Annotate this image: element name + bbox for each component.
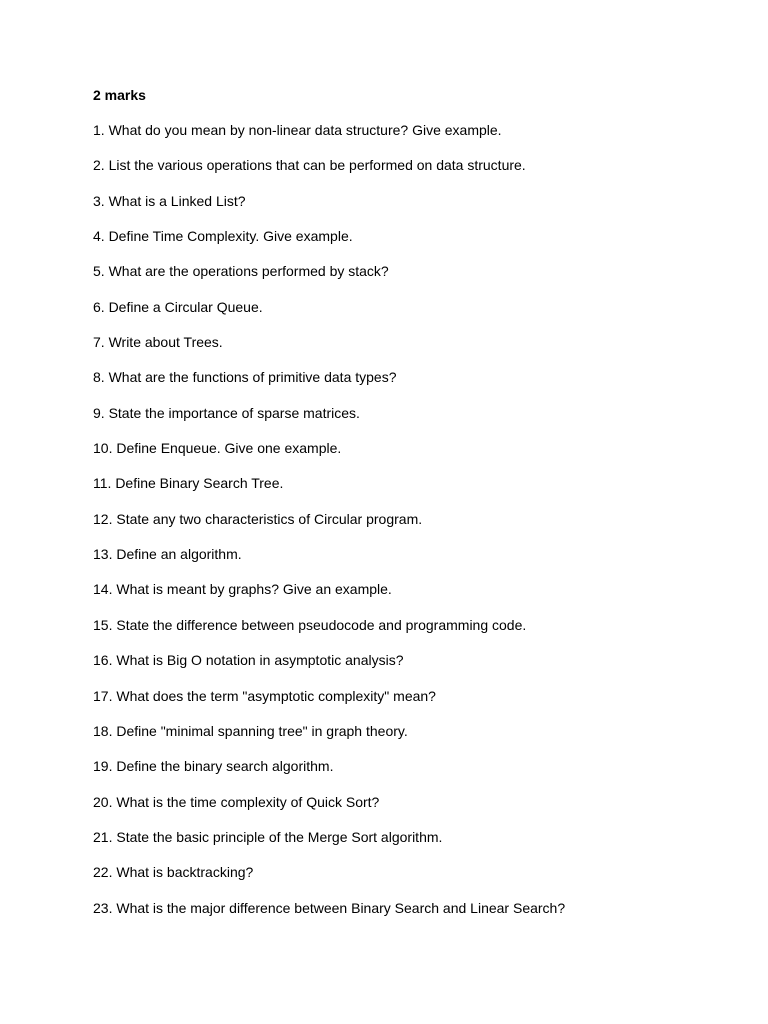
question-item: 9. State the importance of sparse matrices.: [93, 404, 360, 421]
question-item: 11. Define Binary Search Tree.: [93, 475, 284, 492]
question-item: 10. Define Enqueue. Give one example.: [93, 440, 342, 457]
question-item: 22. What is backtracking?: [93, 864, 254, 881]
question-item: 19. Define the binary search algorithm.: [93, 758, 334, 775]
question-item: 1. What do you mean by non-linear data structure? Give example.: [93, 122, 502, 138]
question-item: 17. What does the term "asymptotic complexity" mean?: [93, 687, 436, 704]
question-item: 5. What are the operations performed by stack?: [93, 263, 389, 280]
question-item: 8. What are the functions of primitive data types?: [93, 369, 397, 386]
question-item: 7. Write about Trees.: [93, 334, 223, 351]
question-item: 4. Define Time Complexity. Give example.: [93, 228, 353, 245]
question-item: 3. What is a Linked List?: [93, 192, 246, 209]
question-item: 18. Define "minimal spanning tree" in graph theory.: [93, 722, 408, 739]
question-item: 23. What is the major difference between Binary Search and Linear Search?: [93, 899, 566, 916]
question-list: [93, 122, 565, 935]
question-item: 13. Define an algorithm.: [93, 546, 242, 563]
question-item: 12. State any two characteristics of Circular program.: [93, 510, 423, 527]
question-item: 14. What is meant by graphs? Give an example.: [93, 581, 392, 598]
question-item: 2. List the various operations that can be performed on data structure.: [93, 157, 526, 174]
question-item: 16. What is Big O notation in asymptotic analysis?: [93, 652, 404, 669]
question-item: 21. State the basic principle of the Merge Sort algorithm.: [93, 828, 443, 845]
question-item: 20. What is the time complexity of Quick Sort?: [93, 793, 380, 810]
question-item: 15. State the difference between pseudocode and programming code.: [93, 616, 527, 633]
question-item: 6. Define a Circular Queue.: [93, 298, 263, 315]
section-heading: 2 marks: [93, 87, 146, 103]
